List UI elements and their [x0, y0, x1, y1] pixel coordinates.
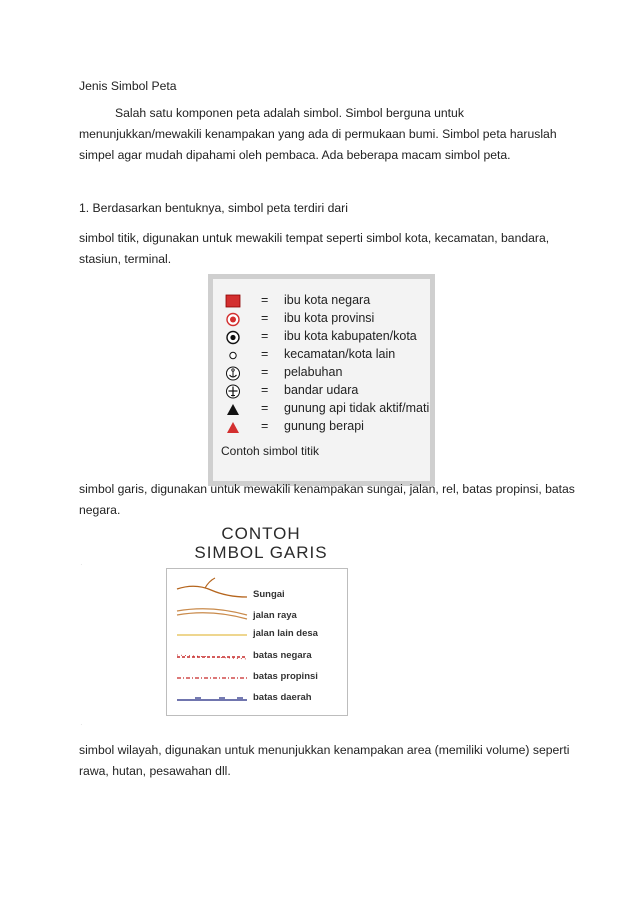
wilayah-line-2: rawa, hutan, pesawahan dll. [79, 764, 231, 778]
district-border-icon [175, 692, 249, 710]
small-circle-icon [225, 348, 241, 363]
intro-line-1: Salah satu komponen peta adalah simbol. Simbol berguna untuk [115, 106, 464, 120]
village-road-icon [175, 628, 249, 646]
page-title: Jenis Simbol Peta [79, 79, 177, 93]
line-figure-title-2: SIMBOL GARIS [194, 543, 328, 562]
line-row-sungai [167, 577, 347, 600]
line-label: Sungai [253, 589, 285, 600]
black-dotted-circle-icon [225, 330, 241, 345]
legend-label: bandar udara [284, 383, 359, 397]
legend-row-gunung-berapi [213, 420, 430, 435]
equals-sign: = [261, 311, 269, 325]
line-figure-title-1: CONTOH [221, 524, 301, 543]
line-row-jalan-lain-desa [167, 628, 347, 646]
river-line-icon [175, 577, 249, 601]
legend-label: gunung api tidak aktif/mati [284, 401, 430, 415]
legend-row-pelabuhan [213, 366, 430, 381]
garis-line-1: simbol garis, digunakan untuk mewakili kenampakan sungai, jalan, rel, batas propinsi, batas [79, 482, 575, 496]
country-border-icon [175, 650, 249, 668]
legend-row-ibu-kota-provinsi [213, 312, 430, 327]
equals-sign: = [261, 365, 269, 379]
black-triangle-icon [225, 402, 241, 417]
line-row-batas-propinsi [167, 671, 347, 689]
line-symbols-figure [166, 568, 348, 716]
legend-label: ibu kota negara [284, 293, 371, 307]
legend-label: ibu kota provinsi [284, 311, 375, 325]
section-heading: 1. Berdasarkan bentuknya, simbol peta terdiri dari [79, 201, 348, 215]
figure-caption: Contoh simbol titik [221, 444, 320, 458]
legend-label: ibu kota kabupaten/kota [284, 329, 417, 343]
equals-sign: = [261, 419, 269, 433]
line-label: jalan lain desa [253, 628, 318, 639]
legend-row-ibu-kota-negara [213, 294, 430, 309]
line-label: jalan raya [253, 610, 297, 621]
legend-label: kecamatan/kota lain [284, 347, 396, 361]
line-label: batas negara [253, 650, 312, 661]
stray-dot: · [80, 560, 83, 569]
province-border-icon [175, 671, 249, 689]
legend-row-gunung-api-mati [213, 402, 430, 417]
legend-row-bandar-udara [213, 384, 430, 399]
point-symbols-figure [208, 274, 435, 486]
equals-sign: = [261, 329, 269, 343]
airplane-icon [225, 384, 241, 399]
legend-label: gunung berapi [284, 419, 364, 433]
line-label: batas daerah [253, 692, 312, 703]
anchor-icon [225, 366, 241, 381]
stray-dot: · [80, 720, 83, 729]
legend-row-kecamatan [213, 348, 430, 363]
line-label: batas propinsi [253, 671, 318, 682]
garis-line-2: negara. [79, 503, 121, 517]
line-row-batas-negara [167, 650, 347, 668]
titik-line-1: simbol titik, digunakan untuk mewakili tempat seperti simbol kota, kecamatan, bandara, [79, 231, 550, 245]
equals-sign: = [261, 293, 269, 307]
equals-sign: = [261, 347, 269, 361]
line-row-jalan-raya [167, 605, 347, 623]
line-row-batas-daerah [167, 692, 347, 710]
main-road-icon [175, 605, 249, 623]
intro-line-2: menunjukkan/mewakili kenampakan yang ada di permukaan bumi. Simbol peta haruslah [79, 127, 557, 141]
wilayah-line-1: simbol wilayah, digunakan untuk menunjukkan kenampakan area (memiliki volume) seperti [79, 743, 570, 757]
red-square-icon [225, 294, 241, 309]
legend-row-ibu-kota-kabupaten [213, 330, 430, 345]
red-dotted-circle-icon [225, 312, 241, 327]
legend-label: pelabuhan [284, 365, 343, 379]
equals-sign: = [261, 401, 269, 415]
red-triangle-icon [225, 420, 241, 435]
titik-line-2: stasiun, terminal. [79, 252, 172, 266]
intro-line-3: simpel agar mudah dipahami oleh pembaca. Ada beberapa macam simbol peta. [79, 148, 511, 162]
equals-sign: = [261, 383, 269, 397]
